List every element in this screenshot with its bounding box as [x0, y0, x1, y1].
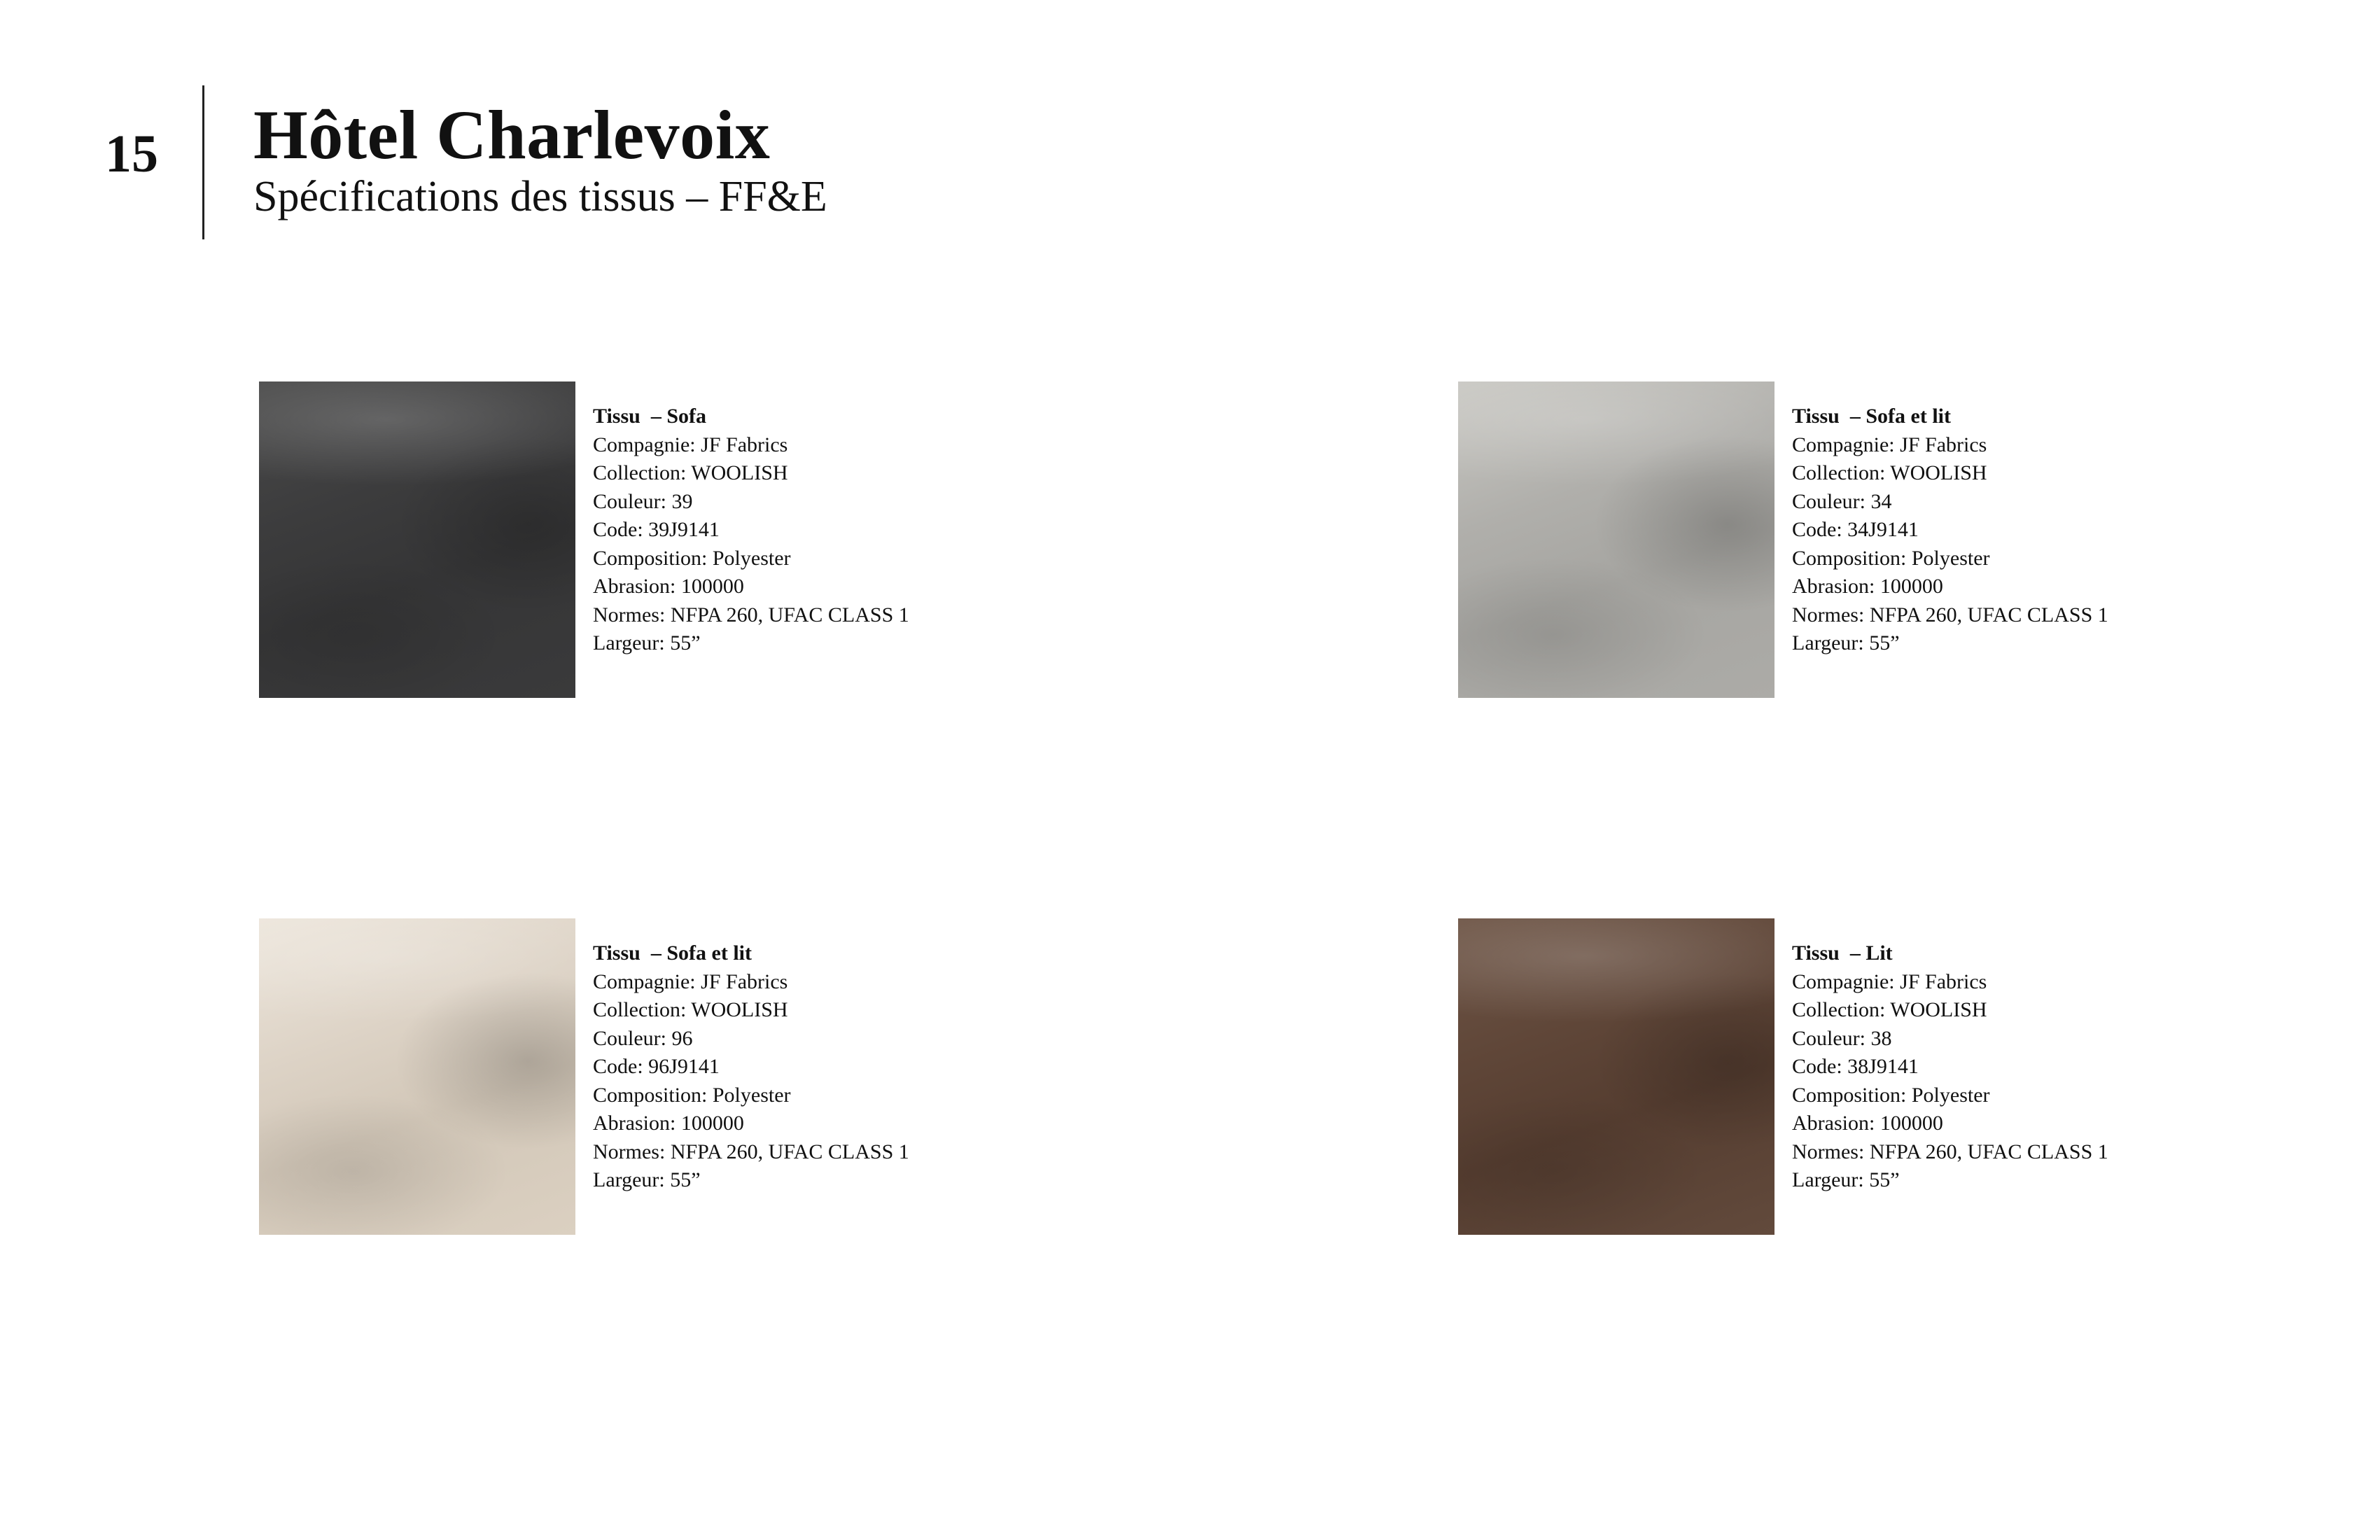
fabric-norms: Normes: NFPA 260, UFAC CLASS 1	[1792, 1140, 2108, 1163]
fabric-width: Largeur: 55”	[1792, 1168, 1900, 1191]
fabric-composition: Composition: Polyester	[1792, 546, 1990, 570]
fabric-abrasion: Abrasion: 100000	[1792, 575, 1943, 598]
fabric-color: Couleur: 96	[593, 1026, 693, 1050]
fabric-composition: Composition: Polyester	[1792, 1083, 1990, 1107]
fabric-color: Couleur: 39	[593, 489, 693, 513]
fabric-norms: Normes: NFPA 260, UFAC CLASS 1	[1792, 603, 2108, 626]
fabric-norms: Normes: NFPA 260, UFAC CLASS 1	[593, 603, 909, 626]
fabric-title: Tissu – Sofa	[593, 405, 707, 428]
page-number: 15	[105, 125, 158, 183]
fabric-company: Compagnie: JF Fabrics	[1792, 433, 1987, 456]
fabric-swatch-image	[1458, 918, 1774, 1235]
page-subtitle: Spécifications des tissus – FF&E	[253, 173, 827, 220]
fabric-code: Code: 39J9141	[593, 518, 720, 541]
header-divider	[202, 85, 204, 239]
fabric-specs	[1792, 939, 2108, 1195]
fabric-card-3	[259, 918, 1029, 1233]
fabric-composition: Composition: Polyester	[593, 1083, 791, 1107]
fabric-swatch-image	[259, 918, 575, 1235]
fabric-width: Largeur: 55”	[593, 631, 701, 654]
fabric-width: Largeur: 55”	[1792, 631, 1900, 654]
fabric-company: Compagnie: JF Fabrics	[1792, 969, 1987, 993]
fabric-title: Tissu – Sofa et lit	[593, 941, 752, 965]
fabric-color: Couleur: 38	[1792, 1026, 1892, 1050]
fabric-card-4	[1458, 918, 2228, 1233]
fabric-specs	[1792, 402, 2108, 658]
fabric-abrasion: Abrasion: 100000	[593, 575, 744, 598]
fabric-composition: Composition: Polyester	[593, 546, 791, 570]
fabric-abrasion: Abrasion: 100000	[1792, 1112, 1943, 1135]
fabric-swatch-image	[1458, 382, 1774, 698]
fabric-company: Compagnie: JF Fabrics	[593, 969, 788, 993]
fabric-code: Code: 96J9141	[593, 1055, 720, 1078]
fabric-code: Code: 34J9141	[1792, 518, 1919, 541]
fabric-swatch-image	[259, 382, 575, 698]
page-title: Hôtel Charlevoix	[253, 96, 771, 174]
fabric-collection: Collection: WOOLISH	[593, 998, 788, 1021]
fabric-collection: Collection: WOOLISH	[1792, 461, 1987, 484]
fabric-card-1	[259, 382, 1029, 696]
fabric-code: Code: 38J9141	[1792, 1055, 1919, 1078]
fabric-card-2	[1458, 382, 2228, 696]
fabric-collection: Collection: WOOLISH	[593, 461, 788, 484]
fabric-company: Compagnie: JF Fabrics	[593, 433, 788, 456]
fabric-width: Largeur: 55”	[593, 1168, 701, 1191]
fabric-norms: Normes: NFPA 260, UFAC CLASS 1	[593, 1140, 909, 1163]
fabric-abrasion: Abrasion: 100000	[593, 1112, 744, 1135]
fabric-specs	[593, 939, 909, 1195]
fabric-specs	[593, 402, 909, 658]
fabric-color: Couleur: 34	[1792, 489, 1892, 513]
fabric-title: Tissu – Sofa et lit	[1792, 405, 1951, 428]
fabric-collection: Collection: WOOLISH	[1792, 998, 1987, 1021]
fabric-title: Tissu – Lit	[1792, 941, 1893, 965]
